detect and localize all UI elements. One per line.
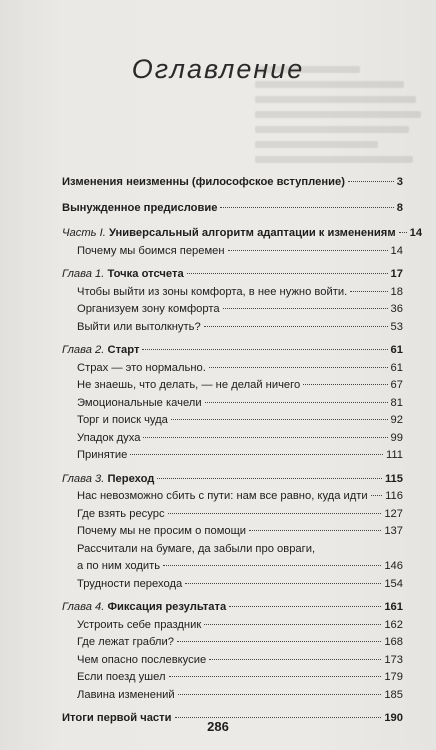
page-title: Оглавление	[131, 54, 305, 84]
toc-entry: Где взять ресурс 127	[77, 507, 403, 520]
toc-part-1: Часть I. Универсальный алгоритм адаптации к изменениям 14	[62, 227, 423, 239]
toc-entry: Не знаешь, что делать, — не делай ничего 67	[77, 379, 403, 391]
toc-entry: Нас невозможно сбить с пути: нам все равно, куда идти 116	[77, 490, 403, 502]
toc-entry: Организуем зону комфорта 36	[77, 303, 403, 315]
toc-part-summary: Итоги первой части 190	[62, 712, 403, 724]
toc-entry: Если поезд ушел 179	[77, 671, 403, 683]
toc-entry: Устроить себе праздник 162	[77, 618, 403, 631]
toc-entry: Принятие 111	[77, 449, 403, 461]
toc-chapter-1: Глава 1. Точка отсчета 17	[62, 268, 403, 280]
toc-entry: Чем опасно послевкусие 173	[77, 653, 403, 666]
toc-entry-intro: Изменения неизменны (философское вступление) 3	[62, 176, 403, 188]
toc-entry-line1: Рассчитали на бумаге, да забыли про овраги,	[77, 542, 316, 555]
toc-entry: Страх — это нормально. 61	[77, 361, 403, 374]
page-number: 286	[207, 719, 229, 734]
toc-entry: Трудности перехода 154	[77, 577, 403, 590]
toc-entry: Упадок духа 99	[77, 431, 403, 444]
toc-chapter-3: Глава 3. Переход 115	[62, 472, 403, 485]
toc-entry: а по ним ходить 146	[77, 560, 403, 572]
toc-entry-preface: Вынужденное предисловие 8	[62, 201, 403, 214]
toc-entry: Торг и поиск чуда 92	[77, 414, 403, 426]
toc-chapter-2: Глава 2. Старт 61	[62, 344, 403, 356]
toc-entry: Почему мы боимся перемен 14	[77, 244, 403, 257]
toc-entry: Лавина изменений 185	[77, 688, 403, 701]
toc-chapter-4: Глава 4. Фиксация результата 161	[62, 601, 403, 613]
toc-entry: Почему мы не просим о помощи 137	[77, 525, 403, 537]
table-of-contents	[62, 174, 423, 728]
toc-entry: Выйти или вытолкнуть? 53	[77, 320, 403, 333]
toc-entry: Чтобы выйти из зоны комфорта, в нее нужно войти. 18	[77, 285, 403, 298]
toc-entry: Эмоциональные качели 81	[77, 396, 403, 409]
toc-entry: Где лежат грабли? 168	[77, 636, 403, 648]
